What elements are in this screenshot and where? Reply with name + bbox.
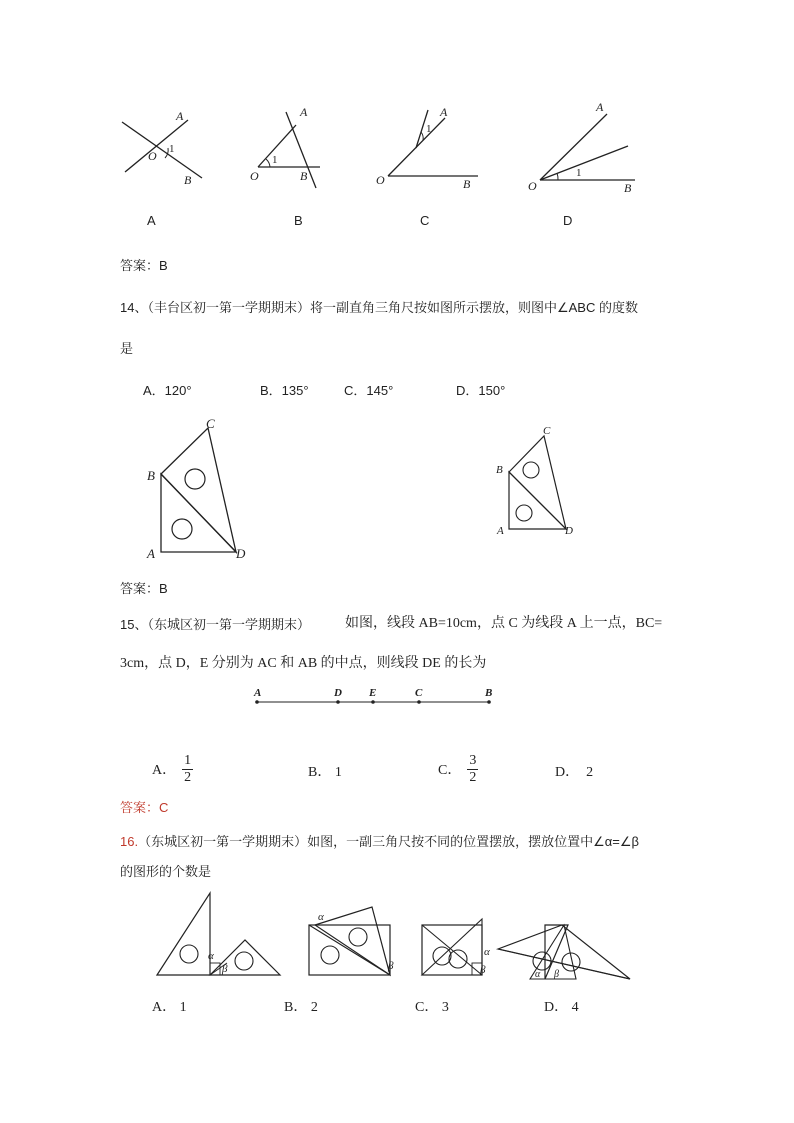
- q13d-label-1: 1: [576, 167, 582, 179]
- q15-point-c: C: [415, 687, 423, 699]
- q13c-label-b: B: [463, 177, 471, 191]
- q16-f3-alpha: α: [484, 946, 490, 958]
- q13-figure-b: [250, 105, 320, 188]
- q14-figure-small: [490, 420, 590, 540]
- q16-option-c: C． 3: [415, 1000, 449, 1015]
- q16-question-line1: [120, 831, 639, 850]
- q16-question-line2: 的图形的个数是: [120, 864, 212, 879]
- q16-figure-4: [498, 925, 630, 980]
- q15-option-c-numerator: 3: [469, 753, 477, 769]
- q16-figure-1: [157, 893, 280, 975]
- q16-f1-beta: β: [222, 963, 228, 975]
- q15-segment-figure: [245, 682, 505, 712]
- q15-option-c-denominator: 2: [469, 769, 477, 785]
- q14-figure-large: [140, 412, 260, 567]
- q13a-label-1: 1: [169, 143, 175, 155]
- q13-caption-b: B: [294, 213, 303, 228]
- q16-number: 16.: [120, 834, 139, 849]
- q13-caption-a: A: [147, 213, 156, 228]
- q13-caption-c: C: [420, 213, 430, 228]
- q13a-label-a: A: [176, 109, 184, 123]
- q13d-label-o: O: [528, 179, 537, 193]
- q16-figure-3: [422, 919, 490, 976]
- q15-point-b: B: [485, 687, 493, 699]
- q16-f1-alpha: α: [208, 950, 214, 962]
- q16-f2-beta: β: [388, 960, 394, 972]
- q16-figure-2: [309, 907, 394, 975]
- q15-option-a-label: A．: [152, 763, 177, 778]
- q14-option-a: A．120°: [143, 383, 192, 398]
- q15-point-a: A: [254, 687, 262, 699]
- q14l-label-d: D: [236, 546, 246, 561]
- q13-answer: 答案：B: [120, 258, 168, 273]
- q15-point-d: D: [334, 687, 342, 699]
- q15-point-e: E: [369, 687, 377, 699]
- q14-answer: 答案：B: [120, 581, 168, 596]
- q15-question-line1: 如图，线段 AB=10cm，点 C 为线段 A 上一点，BC=: [345, 616, 663, 631]
- q15-option-a-denominator: 2: [184, 769, 192, 785]
- q14-question-line1: 14、（丰台区初一第一学期期末）将一副直角三角尺按如图所示摆放，则图中∠ABC 的度数: [120, 300, 638, 315]
- q15-option-b: B． 1: [308, 765, 342, 780]
- q16-option-b: B． 2: [284, 1000, 318, 1015]
- q13b-label-o: O: [250, 169, 259, 183]
- q13-figure-d: [528, 100, 635, 195]
- q14s-label-c: C: [543, 425, 551, 437]
- q15-prefix: 15、（东城区初一第一学期期末）: [120, 617, 310, 632]
- q13c-label-o: O: [376, 173, 385, 187]
- q14-option-c: C．145°: [344, 383, 394, 398]
- q14-question-line2: 是: [120, 341, 134, 356]
- q15-option-c-label: C．: [438, 763, 462, 778]
- q13-caption-d: D: [563, 213, 573, 228]
- q15-option-a: [152, 748, 193, 790]
- q15-option-c-fraction: [467, 753, 478, 785]
- q15-option-d: D． 2: [555, 765, 594, 780]
- q16-figures: [150, 885, 640, 985]
- q13a-label-b: B: [184, 173, 192, 187]
- q14s-label-b: B: [496, 464, 503, 476]
- q14l-label-a: A: [147, 546, 155, 561]
- q15-question-line2: 3cm，点 D，E 分别为 AC 和 AB 的中点，则线段 DE 的长为: [120, 656, 487, 671]
- q16-f2-alpha: α: [318, 911, 324, 923]
- q14s-label-d: D: [565, 525, 573, 537]
- q15-option-a-numerator: 1: [184, 753, 192, 769]
- q16-f4-beta: β: [554, 969, 559, 980]
- q16-f3-beta: β: [480, 964, 486, 976]
- q13-figure-c: [376, 105, 478, 191]
- q14l-label-c: C: [206, 416, 215, 431]
- q16-question-text: （东城区初一第一学期期末）如图，一副三角尺按不同的位置摆放，摆放位置中∠α=∠β: [138, 834, 639, 849]
- q13b-label-a: A: [300, 105, 308, 119]
- q16-option-d: D． 4: [544, 1000, 579, 1015]
- q13c-label-1: 1: [426, 123, 432, 135]
- q13d-label-b: B: [624, 181, 632, 195]
- q16-option-a: A． 1: [152, 1000, 187, 1015]
- q14-option-b: B．135°: [260, 383, 309, 398]
- q14-option-d: D．150°: [456, 383, 506, 398]
- q15-answer: 答案：C: [120, 800, 169, 815]
- q13c-label-a: A: [440, 105, 448, 119]
- q13b-label-1: 1: [272, 154, 278, 166]
- q15-option-c: [438, 748, 478, 790]
- q13-figure-a: [122, 109, 202, 187]
- q13b-label-b: B: [300, 169, 308, 183]
- q13-figures: [110, 100, 650, 200]
- q14l-label-b: B: [147, 468, 155, 483]
- q16-f4-alpha: α: [535, 969, 541, 980]
- q13d-label-a: A: [596, 100, 604, 114]
- q15-option-a-fraction: [182, 753, 193, 785]
- q13a-label-o: O: [148, 149, 157, 163]
- q14s-label-a: A: [497, 525, 504, 537]
